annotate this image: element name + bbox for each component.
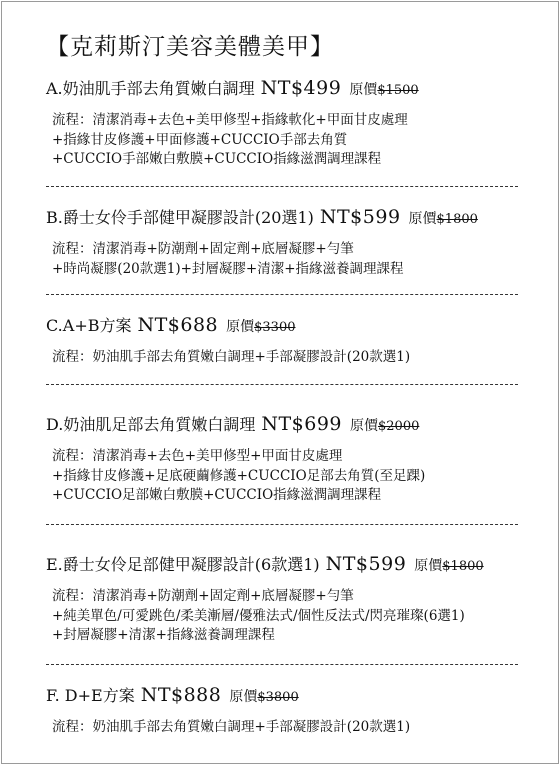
original-price-value: $3300 — [254, 320, 296, 335]
flow-line: 流程：清潔消毒+去色+美甲修型+指緣軟化+甲面甘皮處理 — [52, 112, 408, 128]
original-price — [414, 558, 483, 574]
service-name: F. D+E方案 — [46, 686, 135, 705]
original-price-label: 原價 — [349, 82, 378, 98]
service-name: A.奶油肌手部去角質嫩白調理 — [46, 79, 255, 98]
dashed-divider — [46, 186, 518, 187]
original-price — [229, 689, 298, 705]
service-item-f — [46, 685, 546, 738]
flow-line: 流程：清潔消毒+去色+美甲修型+甲面甘皮處理 — [52, 448, 343, 464]
original-price-value: $3800 — [257, 690, 299, 705]
original-price-label: 原價 — [350, 418, 379, 434]
original-price-value: $1800 — [436, 212, 478, 227]
service-item-e — [46, 554, 546, 646]
service-heading — [46, 414, 546, 437]
service-flow — [52, 447, 546, 506]
original-price-value: $1500 — [377, 83, 419, 98]
original-price — [349, 82, 418, 98]
service-flow — [52, 587, 546, 646]
service-name: C.A+B方案 — [46, 316, 132, 335]
service-flow — [52, 348, 546, 368]
service-heading — [46, 315, 546, 338]
original-price-label: 原價 — [229, 689, 258, 705]
flow-line: +指緣甘皮修護+足底硬繭修護+CUCCIO足部去角質(至足踝) — [52, 467, 426, 484]
service-price: NT$499 — [260, 77, 342, 99]
original-price — [409, 211, 478, 227]
flow-line: +時尚凝膠(20款選1)+封層凝膠+清潔+指緣滋養調理課程 — [52, 260, 404, 277]
original-price — [350, 418, 419, 434]
service-price: NT$599 — [325, 553, 407, 575]
service-name: E.爵士女伶足部健甲凝膠設計(6款選1) — [46, 555, 320, 574]
flow-line: +純美單色/可愛跳色/柔美漸層/優雅法式/個性反法式/閃亮璀璨(6選1) — [52, 607, 465, 624]
service-item-a — [46, 78, 546, 170]
service-heading — [46, 78, 546, 101]
service-flow — [52, 718, 546, 738]
dashed-divider — [46, 294, 518, 295]
service-price: NT$699 — [261, 413, 343, 435]
page-title: 【克莉斯汀美容美體美甲】 — [46, 34, 334, 60]
flow-line: 流程：清潔消毒+防潮劑+固定劑+底層凝膠+勻筆 — [52, 588, 354, 604]
service-heading — [46, 685, 546, 708]
original-price-value: $1800 — [442, 559, 484, 574]
original-price-value: $2000 — [378, 419, 420, 434]
original-price-label: 原價 — [408, 211, 437, 227]
dashed-divider — [46, 524, 518, 525]
flow-line: +封層凝膠+清潔+指緣滋養調理課程 — [52, 627, 275, 643]
service-name: B.爵士女伶手部健甲凝膠設計(20選1) — [46, 208, 314, 227]
service-heading — [46, 554, 546, 577]
flow-line: +指緣甘皮修護+甲面修護+CUCCIO手部去角質 — [52, 131, 348, 148]
flow-line: 流程：奶油肌手部去角質嫩白調理+手部凝膠設計(20款選1) — [52, 349, 411, 365]
service-heading — [46, 207, 546, 230]
service-price: NT$688 — [137, 314, 219, 336]
service-flow — [52, 240, 546, 279]
flow-line: 流程：清潔消毒+防潮劑+固定劑+底層凝膠+勻筆 — [52, 241, 354, 257]
flow-line: 流程：奶油肌手部去角質嫩白調理+手部凝膠設計(20款選1) — [52, 719, 411, 735]
service-name: D.奶油肌足部去角質嫩白調理 — [46, 415, 256, 434]
flow-line: +CUCCIO手部嫩白敷膜+CUCCIO指緣滋潤調理課程 — [52, 151, 382, 167]
service-price: NT$599 — [319, 206, 401, 228]
original-price — [226, 319, 295, 335]
original-price-label: 原價 — [226, 319, 255, 335]
service-item-c — [46, 315, 546, 368]
service-item-d — [46, 414, 546, 506]
service-item-b — [46, 207, 546, 279]
service-flow — [52, 111, 546, 170]
dashed-divider — [46, 384, 518, 385]
service-price: NT$888 — [140, 684, 222, 706]
original-price-label: 原價 — [414, 558, 443, 574]
flow-line: +CUCCIO足部嫩白敷膜+CUCCIO指緣滋潤調理課程 — [52, 487, 382, 503]
price-list-page — [1, 1, 559, 764]
dashed-divider — [46, 664, 518, 665]
